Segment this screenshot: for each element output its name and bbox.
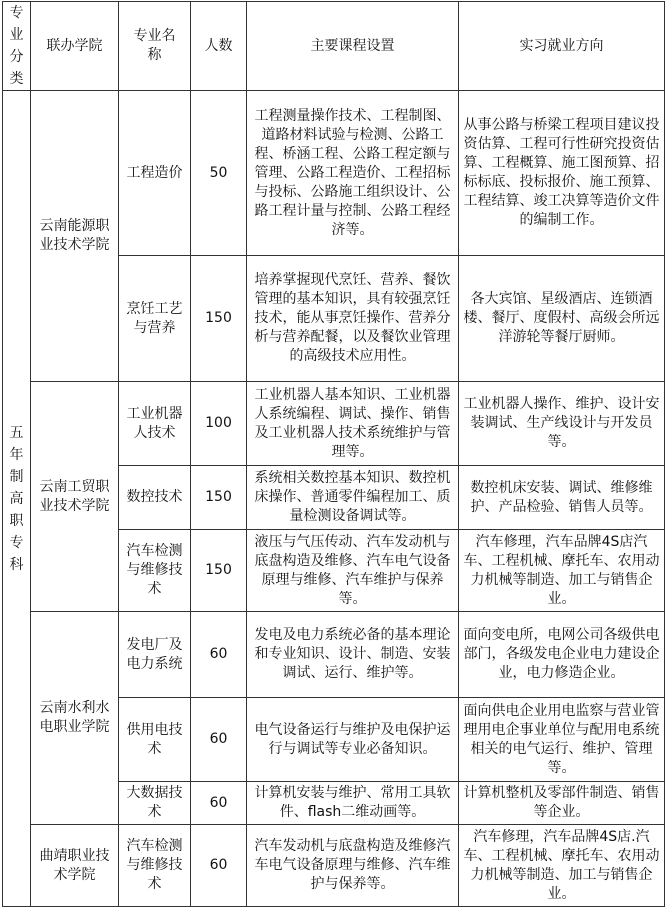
- college-cell: 云南工贸职业技术学院: [31, 382, 119, 612]
- major-jobs: 从事公路与桥梁工程项目建议投资估算、工程可行性研究投资估算、工程概算、施工图预算、招标标底、投标报价、施工预算、工程结算、竣工决算等造价文件的编制工作。: [459, 91, 665, 256]
- major-name: 工业机器人技术: [119, 382, 191, 466]
- header-count: 人数: [191, 2, 247, 91]
- major-courses: 液压与气压传动、汽车发动机与底盘构造及维修、汽车电气设备原理与维修、汽车维护与保养等。: [247, 530, 459, 612]
- major-name: 数控技术: [119, 466, 191, 530]
- major-jobs: 工业机器人操作、维护、设计安装调试、生产线设计与开发员等。: [459, 382, 665, 466]
- major-count: 60: [191, 698, 247, 782]
- major-courses: 系统相关数控基本知识、数控机床操作、普通零件编程加工、质量检测设备调试等。: [247, 466, 459, 530]
- header-row: [3, 2, 665, 91]
- major-jobs: 数控机床安装、调试、维修维护、产品检验、销售人员等。: [459, 466, 665, 530]
- major-jobs: 计算机整机及零部件制造、销售等企业。: [459, 782, 665, 825]
- college-cell: 云南水利水电职业学院: [31, 612, 119, 825]
- major-jobs: 各大宾馆、星级酒店、连锁酒楼、餐厅、度假村、高级会所远洋游轮等餐厅厨师。: [459, 256, 665, 382]
- header-courses: 主要课程设置: [247, 2, 459, 91]
- major-courses: 汽车发动机与底盘构造及维修汽车电气设备原理与维修、汽车维护与保养等。: [247, 825, 459, 907]
- majors-table: [2, 1, 665, 907]
- major-count: 150: [191, 530, 247, 612]
- major-name: 供用电技术: [119, 698, 191, 782]
- major-count: 150: [191, 256, 247, 382]
- major-name: 汽车检测与维修技术: [119, 825, 191, 907]
- header-college: 联办学院: [31, 2, 119, 91]
- table-row: [3, 382, 665, 466]
- major-courses: 发电及电力系统必备的基本理论和专业知识、设计、制造、安装调试、运行、维护等。: [247, 612, 459, 698]
- header-category: 专业分类: [3, 2, 31, 91]
- major-name: 烹饪工艺与营养: [119, 256, 191, 382]
- header-jobs: 实习就业方向: [459, 2, 665, 91]
- major-jobs: 面向供电企业用电监察与营业管理用电企事业单位与配用电系统相关的电气运行、维护、管理等。: [459, 698, 665, 782]
- major-jobs: 汽车修理，汽车品牌4S店汽车、工程机械、摩托车、农用动力机械等制造、加工与销售企业。: [459, 530, 665, 612]
- major-count: 60: [191, 782, 247, 825]
- major-count: 60: [191, 825, 247, 907]
- major-jobs: 面向变电所，电网公司各级供电部门，各级发电企业电力建设企业，电力修造企业。: [459, 612, 665, 698]
- major-count: 60: [191, 612, 247, 698]
- major-name: 大数据技术: [119, 782, 191, 825]
- major-courses: 工程测量操作技术、工程制图、道路材料试验与检测、公路工程、桥涵工程、公路工程定额与管理、公路工程造价、工程招标与投标、公路施工组织设计、公路工程计量与控制、公路工程经济等。: [247, 91, 459, 256]
- college-cell: 云南能源职业技术学院: [31, 91, 119, 382]
- college-cell: 曲靖职业技术学院: [31, 825, 119, 907]
- major-count: 50: [191, 91, 247, 256]
- major-count: 100: [191, 382, 247, 466]
- table-row: [3, 612, 665, 698]
- major-name: 工程造价: [119, 91, 191, 256]
- major-courses: 计算机安装与维护、常用工具软件、flash二维动画等。: [247, 782, 459, 825]
- table-row: [3, 825, 665, 907]
- major-courses: 培养掌握现代烹饪、营养、餐饮管理的基本知识，具有较强烹饪技术，能从事烹饪操作、营养分析与营养配餐，以及餐饮业管理的高级技术应用性。: [247, 256, 459, 382]
- major-name: 汽车检测与维修技术: [119, 530, 191, 612]
- category-cell: 五年制高职专科: [3, 91, 31, 907]
- table-row: [3, 91, 665, 256]
- major-courses: 电气设备运行与维护及电保护运行与调试等专业必备知识。: [247, 698, 459, 782]
- major-name: 发电厂及电力系统: [119, 612, 191, 698]
- major-count: 150: [191, 466, 247, 530]
- major-courses: 工业机器人基本知识、工业机器人系统编程、调试、操作、销售及工业机器人技术系统维护与管理等。: [247, 382, 459, 466]
- header-major: 专业名称: [119, 2, 191, 91]
- major-jobs: 汽车修理，汽车品牌4S店.汽车、工程机械、摩托车、农用动力机械等制造、加工与销售企业。: [459, 825, 665, 907]
